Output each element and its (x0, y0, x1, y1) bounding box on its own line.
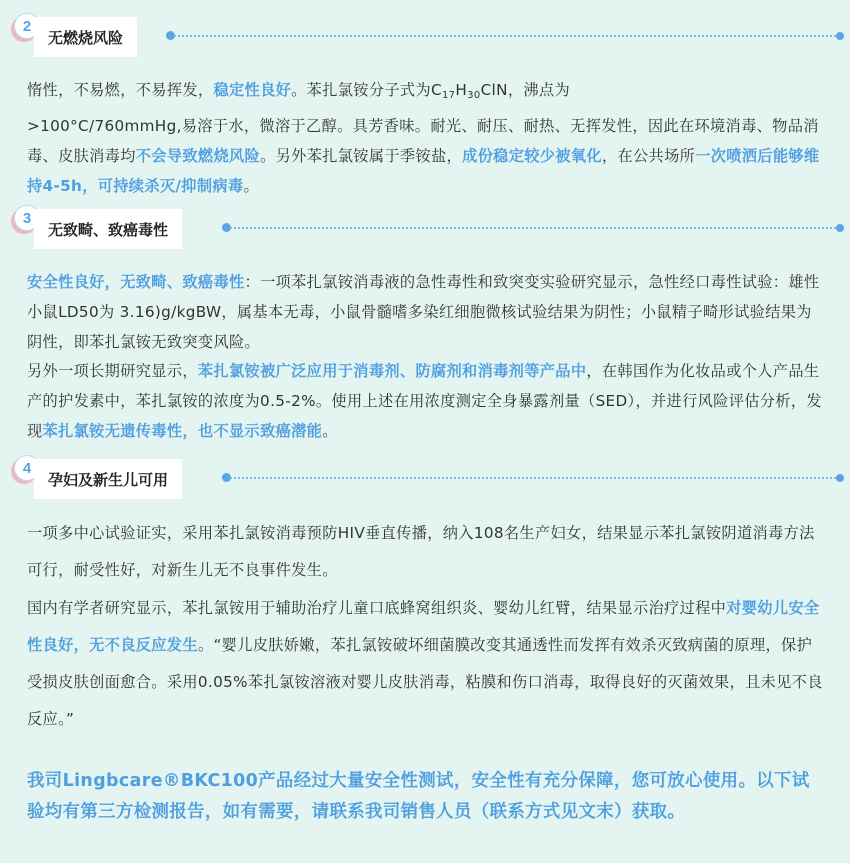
section-title: 无燃烧风险 (34, 17, 137, 57)
paragraph: 惰性，不易燃，不易挥发，稳定性良好。苯扎氯铵分子式为$C_{17}H_{30}ClN$，沸点为 >100°C/760mmHg,易溶于水，微溶于乙醇。具芳香味。耐光、耐压、耐热、无挥发性，因此在环境消毒、物品消毒、皮肤消毒均不会导致燃烧风险。另外苯扎氯铵属于季铵盐，成份稳定较少被氧化，在公共场所一次喷洒后能够维持4-5h，可持续杀灭/抑制病毒。 (27, 81, 820, 195)
closing-statement: 我司Lingbcare®BKC100产品经过大量安全性测试，安全性有充分保障，您可放心使用。以下试验均有第三方检测报告，如有需要，请联系我司销售人员（联系方式见文末）获取。 (27, 771, 810, 822)
paragraph: 安全性良好，无致畸、致癌毒性：一项苯扎氯铵消毒液的急性毒性和致突变实验研究显示，急性经口毒性试验：雄性小鼠LD50为 3.16)g/kgBW，属基本无毒，小鼠骨髓嗜多染红细胞微核试验结果为阴性；小鼠精子畸形试验结果为阴性，即苯扎氯铵无致突变风险。 (27, 273, 820, 351)
dotted-divider (230, 227, 836, 229)
paragraph: 另外一项长期研究显示，苯扎氯铵被广泛应用于消毒剂、防腐剂和消毒剂等产品中，在韩国作为化妆品或个人产品生产的护发素中，苯扎氯铵的浓度为0.5-2%。使用上述在用浓度测定全身暴露剂量（SED），并进行风险评估分析，发现苯扎氯铵无遗传毒性，也不显示致癌潜能。 (27, 362, 822, 440)
paragraph: 一项多中心试验证实，采用苯扎氯铵消毒预防HIV垂直传播，纳入108名生产妇女，结果显示苯扎氯铵阴道消毒方法可行，耐受性好，对新生儿无不良事件发生。 (27, 524, 815, 579)
dotted-divider (230, 477, 836, 479)
section-title: 无致畸、致癌毒性 (34, 209, 182, 249)
section-header-2 (14, 13, 844, 57)
section-number-badge: 2 (14, 13, 40, 39)
section-header-3 (14, 205, 844, 249)
section-header-4 (14, 455, 844, 499)
paragraph: 国内有学者研究显示，苯扎氯铵用于辅助治疗儿童口底蜂窝组织炎、婴幼儿红臂，结果显示治疗过程中对婴幼儿安全性良好，无不良反应发生。“婴儿皮肤娇嫩，苯扎氯铵破坏细菌膜改变其通透性而发挥有效杀灭致病菌的原理，保护受损皮肤创面愈合。采用0.05%苯扎氯铵溶液对婴儿皮肤消毒，粘膜和伤口消毒，取得良好的灭菌效果，且未见不良反应。” (27, 599, 823, 728)
dotted-divider (174, 35, 836, 37)
section-title: 孕妇及新生儿可用 (34, 459, 182, 499)
dot-icon (836, 474, 844, 482)
dot-icon (836, 32, 844, 40)
section-number-badge: 4 (14, 455, 40, 481)
dot-icon (836, 224, 844, 232)
section-number-badge: 3 (14, 205, 40, 231)
